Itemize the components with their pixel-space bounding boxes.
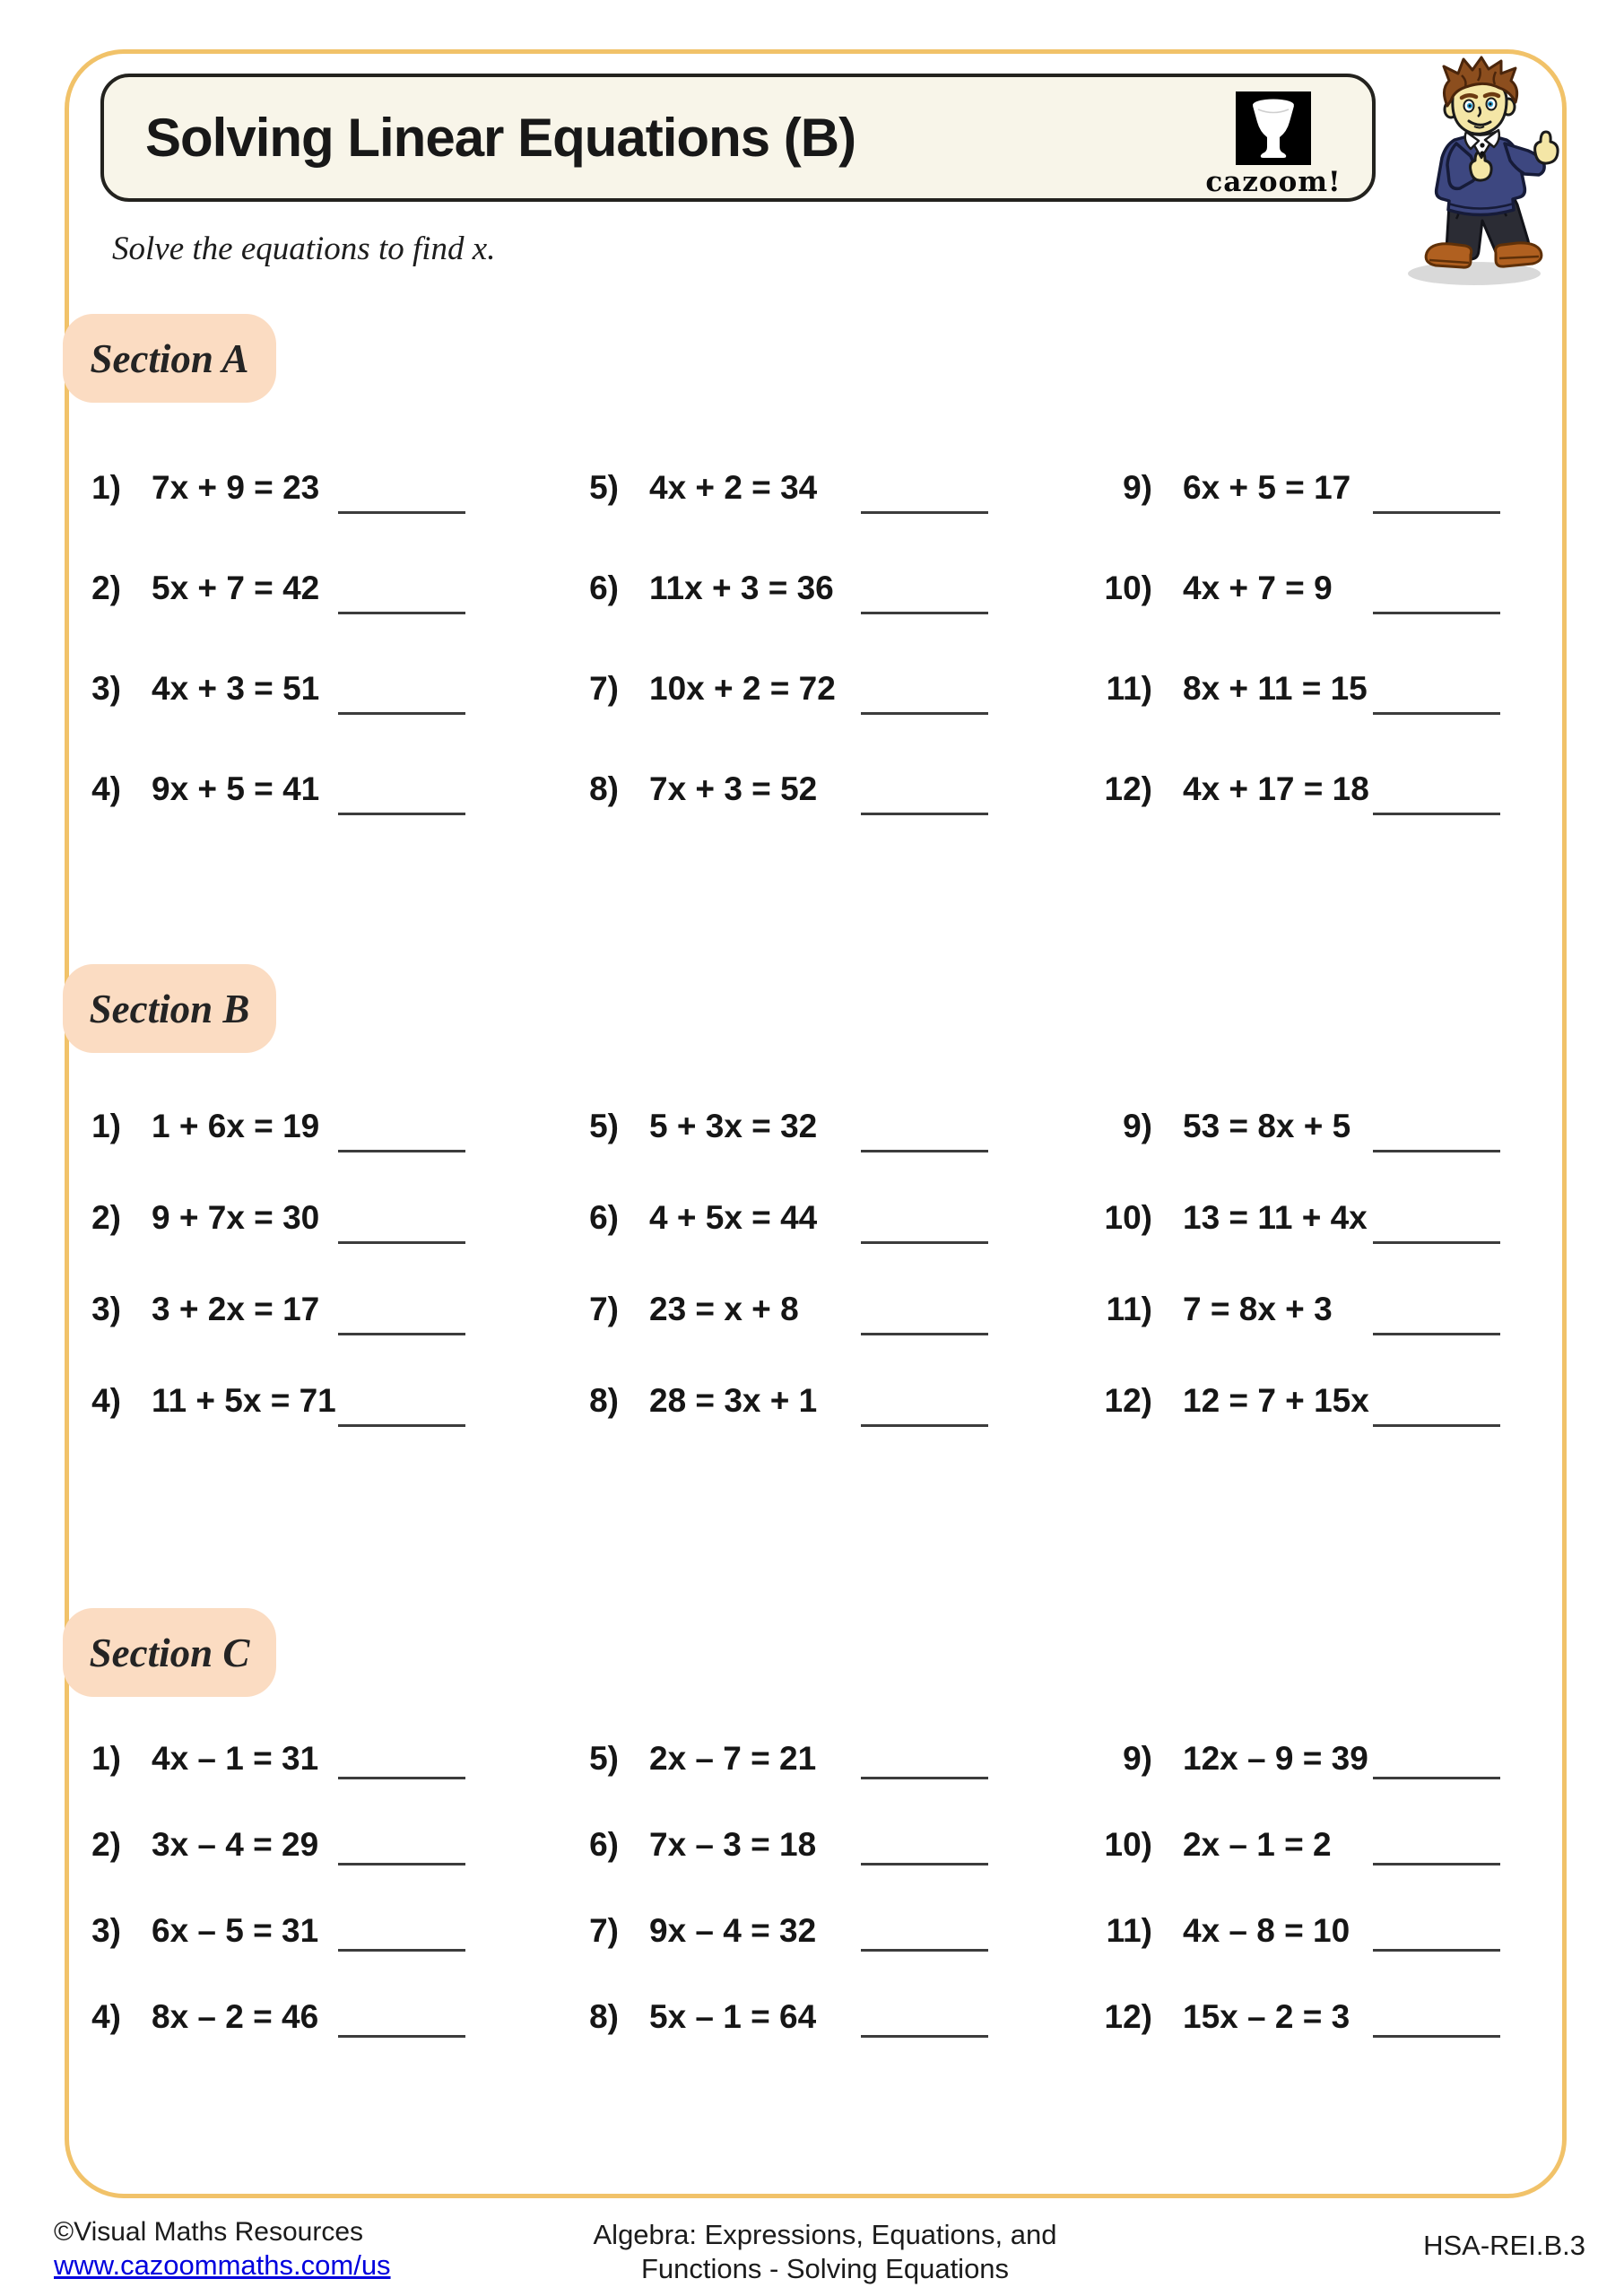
problem [556, 1291, 1090, 1382]
problem-number: 2) [91, 1826, 121, 1863]
problem [556, 1998, 1090, 2084]
answer-line [1373, 1333, 1500, 1335]
problem [58, 1382, 556, 1474]
problem-number: 8) [589, 1382, 619, 1419]
problem [556, 670, 1090, 770]
equation-text: 7x – 3 = 18 [649, 1826, 817, 1863]
equation-text: 9x – 4 = 32 [649, 1912, 817, 1949]
equation-text: 4x + 17 = 18 [1183, 770, 1369, 807]
problem [58, 1912, 556, 1998]
problem-number: 8) [589, 770, 619, 807]
equation-text: 2x – 1 = 2 [1183, 1826, 1332, 1863]
answer-line [338, 813, 465, 815]
equation-text: 4 + 5x = 44 [649, 1199, 818, 1236]
equation-text: 4x + 3 = 51 [152, 670, 320, 707]
problem-number: 3) [91, 1912, 121, 1949]
copyright-text: ©Visual Maths Resources [54, 2217, 364, 2247]
problem [556, 1740, 1090, 1826]
cazoom-drum-logo-icon [1236, 91, 1311, 165]
problem-number: 8) [589, 1998, 619, 2035]
problem-number: 5) [589, 1108, 619, 1144]
problem-number: 7) [589, 1912, 619, 1949]
problem [58, 1998, 556, 2084]
section-badge [63, 964, 276, 1053]
answer-line [1373, 511, 1500, 514]
answer-line [861, 1949, 988, 1952]
equation-text: 9x + 5 = 41 [152, 770, 320, 807]
title-box [100, 74, 1376, 202]
equation-text: 11 + 5x = 71 [152, 1382, 336, 1419]
equation-text: 3 + 2x = 17 [152, 1291, 320, 1327]
equation-text: 11x + 3 = 36 [649, 570, 834, 606]
problem-number: 12) [1104, 1382, 1152, 1419]
answer-line [861, 1777, 988, 1779]
problem [556, 1108, 1090, 1199]
equation-text: 9 + 7x = 30 [152, 1199, 320, 1236]
problem-number: 12) [1104, 770, 1152, 807]
equation-text: 6x – 5 = 31 [152, 1912, 319, 1949]
problem [58, 770, 556, 871]
answer-line [338, 1241, 465, 1244]
answer-line [861, 1863, 988, 1866]
answer-line [338, 1424, 465, 1427]
equation-text: 15x – 2 = 3 [1183, 1998, 1350, 2035]
answer-line [1373, 813, 1500, 815]
equation-text: 4x – 8 = 10 [1183, 1912, 1350, 1949]
answer-line [338, 511, 465, 514]
cazoom-brand-text: cazoom! [1205, 166, 1342, 198]
problem-number: 11) [1106, 1912, 1152, 1949]
problem [58, 1740, 556, 1826]
answer-line [1373, 1424, 1500, 1427]
problem-grid [58, 1108, 1574, 1474]
problem-number: 6) [589, 570, 619, 606]
answer-line [1373, 1949, 1500, 1952]
equation-text: 23 = x + 8 [649, 1291, 799, 1327]
answer-line [1373, 1241, 1500, 1244]
problem [58, 670, 556, 770]
problem-number: 1) [91, 1740, 121, 1777]
cazoom-logo [1202, 91, 1345, 198]
equation-text: 8x – 2 = 46 [152, 1998, 319, 2035]
answer-line [1373, 712, 1500, 715]
problem-grid [58, 1740, 1574, 2084]
problem [1090, 1740, 1574, 1826]
problem [1090, 1998, 1574, 2084]
problem [1090, 1382, 1574, 1474]
problem [58, 570, 556, 670]
answer-line [338, 612, 465, 614]
problem-number: 5) [589, 469, 619, 506]
equation-text: 1 + 6x = 19 [152, 1108, 320, 1144]
equation-text: 10x + 2 = 72 [649, 670, 836, 707]
topic-line-2: Functions - Solving Equations [640, 2253, 1010, 2284]
equation-text: 12x – 9 = 39 [1183, 1740, 1368, 1777]
standard-code: HSA-REI.B.3 [1423, 2230, 1585, 2261]
problem [556, 1912, 1090, 1998]
problem-number: 4) [91, 770, 121, 807]
equation-text: 6x + 5 = 17 [1183, 469, 1351, 506]
equation-text: 12 = 7 + 15x [1183, 1382, 1369, 1419]
equation-text: 13 = 11 + 4x [1183, 1199, 1368, 1236]
problem [556, 1826, 1090, 1912]
problem-number: 12) [1104, 1998, 1152, 2035]
equation-text: 4x + 7 = 9 [1183, 570, 1333, 606]
answer-line [1373, 612, 1500, 614]
answer-line [338, 2035, 465, 2038]
answer-line [861, 1333, 988, 1335]
problem [556, 1382, 1090, 1474]
answer-line [1373, 1150, 1500, 1152]
answer-line [338, 712, 465, 715]
problem-grid [58, 469, 1574, 871]
problem-number: 11) [1106, 670, 1152, 707]
website-link[interactable]: www.cazoommaths.com/us [54, 2249, 391, 2281]
equation-text: 5x – 1 = 64 [649, 1998, 817, 2035]
equation-text: 7x + 9 = 23 [152, 469, 320, 506]
problem-number: 7) [589, 1291, 619, 1327]
problem-number: 5) [589, 1740, 619, 1777]
topic-line-1: Algebra: Expressions, Equations, and [593, 2219, 1057, 2250]
answer-line [338, 1777, 465, 1779]
problem [556, 1199, 1090, 1291]
problem [1090, 1291, 1574, 1382]
problem-number: 10) [1104, 1826, 1152, 1863]
problem-number: 2) [91, 1199, 121, 1236]
equation-text: 7 = 8x + 3 [1183, 1291, 1333, 1327]
problem [556, 770, 1090, 871]
problem-number: 9) [1123, 1740, 1152, 1777]
footer-center [547, 2218, 1103, 2286]
section-label: Section B [89, 986, 250, 1031]
problem [58, 1108, 556, 1199]
answer-line [1373, 1863, 1500, 1866]
answer-line [861, 2035, 988, 2038]
equation-text: 4x + 2 = 34 [649, 469, 818, 506]
problem-number: 2) [91, 570, 121, 606]
answer-line [861, 1424, 988, 1427]
answer-line [338, 1150, 465, 1152]
answer-line [1373, 1777, 1500, 1779]
problem-number: 4) [91, 1382, 121, 1419]
equation-text: 53 = 8x + 5 [1183, 1108, 1351, 1144]
problem [1090, 570, 1574, 670]
equation-text: 2x – 7 = 21 [649, 1740, 817, 1777]
answer-line [338, 1863, 465, 1866]
problem-number: 9) [1123, 1108, 1152, 1144]
page-title: Solving Linear Equations (B) [145, 108, 856, 168]
problem-number: 7) [589, 670, 619, 707]
answer-line [861, 1241, 988, 1244]
problem-number: 6) [589, 1199, 619, 1236]
problem-number: 1) [91, 1108, 121, 1144]
problem-number: 10) [1104, 570, 1152, 606]
equation-text: 5x + 7 = 42 [152, 570, 320, 606]
problem-number: 6) [589, 1826, 619, 1863]
answer-line [1373, 2035, 1500, 2038]
equation-text: 5 + 3x = 32 [649, 1108, 818, 1144]
answer-line [338, 1333, 465, 1335]
answer-line [861, 612, 988, 614]
section-badge [63, 314, 276, 403]
problem [1090, 1108, 1574, 1199]
problem-number: 4) [91, 1998, 121, 2035]
problem [1090, 770, 1574, 871]
equation-text: 3x – 4 = 29 [152, 1826, 319, 1863]
problem-number: 11) [1106, 1291, 1152, 1327]
equation-text: 7x + 3 = 52 [649, 770, 818, 807]
problem-number: 3) [91, 1291, 121, 1327]
problem [1090, 1199, 1574, 1291]
mascot-boy-illustration [1392, 56, 1571, 289]
problem [1090, 469, 1574, 570]
answer-line [338, 1949, 465, 1952]
problem-number: 1) [91, 469, 121, 506]
section-label: Section C [89, 1630, 250, 1675]
section-label: Section A [90, 335, 249, 381]
problem [1090, 1826, 1574, 1912]
problem [58, 1199, 556, 1291]
equation-text: 28 = 3x + 1 [649, 1382, 818, 1419]
section-badge [63, 1608, 276, 1697]
problem-number: 10) [1104, 1199, 1152, 1236]
equation-text: 4x – 1 = 31 [152, 1740, 319, 1777]
problem [1090, 670, 1574, 770]
answer-line [861, 1150, 988, 1152]
problem [556, 570, 1090, 670]
problem [556, 469, 1090, 570]
equation-text: 8x + 11 = 15 [1183, 670, 1368, 707]
instruction-text: Solve the equations to find x. [112, 230, 496, 267]
problem [58, 1291, 556, 1382]
problem [58, 1826, 556, 1912]
footer-left [54, 2215, 391, 2283]
problem-number: 3) [91, 670, 121, 707]
problem [58, 469, 556, 570]
problem [1090, 1912, 1574, 1998]
answer-line [861, 813, 988, 815]
problem-number: 9) [1123, 469, 1152, 506]
answer-line [861, 511, 988, 514]
answer-line [861, 712, 988, 715]
